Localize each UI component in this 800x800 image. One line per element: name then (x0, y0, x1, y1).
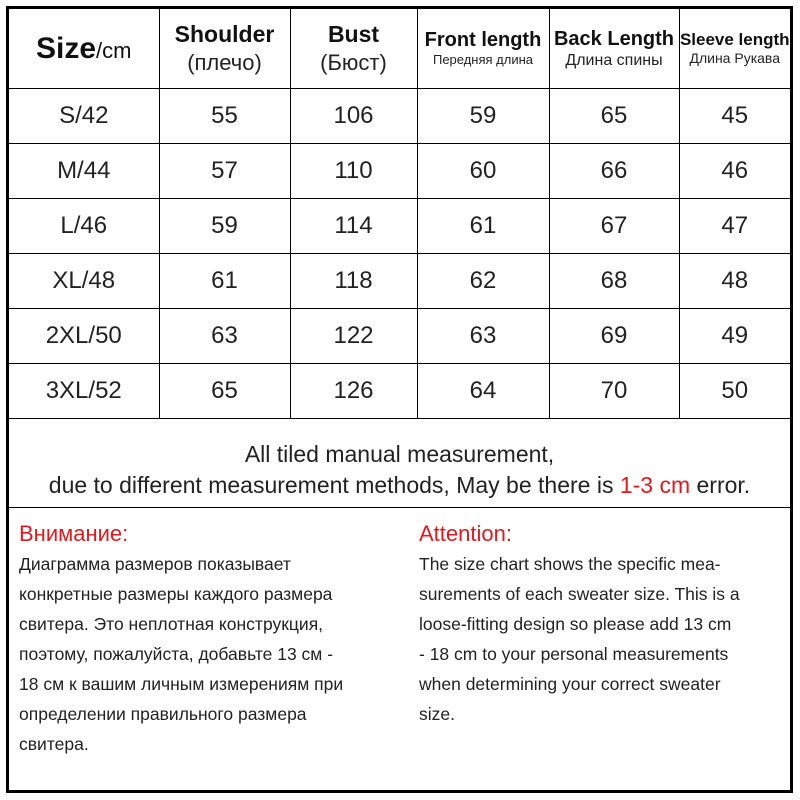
shoulder-cell: 65 (159, 364, 290, 419)
table-row (9, 309, 790, 364)
en-line: loose-fitting design so please add 13 cm (419, 614, 732, 634)
table-row (9, 144, 790, 199)
header-bust (290, 9, 417, 89)
header-shoulder-sub: (плечо) (187, 49, 262, 75)
sleeve-length-cell: 50 (679, 364, 790, 419)
header-sleeve-length-sub: Длина Рукава (689, 49, 780, 66)
front-length-cell: 63 (417, 309, 549, 364)
measurement-note (9, 432, 790, 508)
size-unit: /cm (96, 37, 132, 63)
shoulder-cell: 55 (159, 89, 290, 144)
ru-line: свитера. Это неплотная конструкция, (19, 614, 324, 634)
note-line-2 (9, 470, 790, 501)
shoulder-cell: 57 (159, 144, 290, 199)
header-bust-main: Bust (327, 20, 380, 47)
size-cell: L/46 (9, 199, 159, 254)
note-line-1: All tiled manual measurement, (244, 441, 555, 467)
table-row (9, 364, 790, 419)
back-length-cell: 65 (549, 89, 679, 144)
ru-line: 18 см к вашим личным измерениям при (19, 674, 344, 694)
back-length-cell: 69 (549, 309, 679, 364)
header-sleeve-length (679, 9, 790, 89)
front-length-cell: 64 (417, 364, 549, 419)
table-row (9, 89, 790, 144)
shoulder-cell: 59 (159, 199, 290, 254)
sleeve-length-cell: 45 (679, 89, 790, 144)
en-line: The size chart shows the specific mea- (419, 554, 721, 574)
attention-title-en: Attention: (419, 521, 512, 546)
size-cell: 2XL/50 (9, 309, 159, 364)
table-header-row (9, 9, 790, 89)
ru-line: определении правильного размера (19, 704, 307, 724)
note-line-2-prefix: due to different measurement methods, May be there is (48, 472, 620, 498)
back-length-cell: 70 (549, 364, 679, 419)
size-label: Size (36, 31, 97, 65)
table-row (9, 254, 790, 309)
header-bust-sub: (Бюст) (320, 49, 387, 75)
back-length-cell: 67 (549, 199, 679, 254)
front-length-cell: 62 (417, 254, 549, 309)
bust-cell: 126 (290, 364, 417, 419)
size-table (9, 9, 790, 419)
en-line: - 18 cm to your personal measurements (419, 644, 729, 664)
header-sleeve-length-main: Sleeve length (679, 29, 790, 49)
sleeve-length-cell: 48 (679, 254, 790, 309)
header-back-length-main: Back Length (553, 27, 675, 50)
back-length-cell: 66 (549, 144, 679, 199)
front-length-cell: 60 (417, 144, 549, 199)
size-cell: M/44 (9, 144, 159, 199)
table-row (9, 199, 790, 254)
header-shoulder-main: Shoulder (174, 20, 275, 47)
bust-cell: 122 (290, 309, 417, 364)
ru-line: поэтому, пожалуйста, добавьте 13 см - (19, 644, 334, 664)
en-line: when determining your correct sweater (419, 674, 721, 694)
ru-line: конкретные размеры каждого размера (19, 584, 333, 604)
en-line: surements of each sweater size. This is a (419, 584, 740, 604)
en-line: size. (419, 704, 455, 724)
size-cell: XL/48 (9, 254, 159, 309)
header-front-length-main: Front length (424, 29, 542, 52)
shoulder-cell: 63 (159, 309, 290, 364)
front-length-cell: 59 (417, 89, 549, 144)
sleeve-length-cell: 49 (679, 309, 790, 364)
back-length-cell: 68 (549, 254, 679, 309)
attention-english (419, 521, 789, 729)
size-cell: 3XL/52 (9, 364, 159, 419)
header-front-length-sub: Передняя длина (432, 52, 534, 68)
shoulder-cell: 61 (159, 254, 290, 309)
header-back-length (549, 9, 679, 89)
attention-title-ru: Внимание: (19, 521, 129, 546)
bust-cell: 118 (290, 254, 417, 309)
header-size (9, 9, 159, 89)
header-front-length (417, 9, 549, 89)
bust-cell: 110 (290, 144, 417, 199)
size-cell: S/42 (9, 89, 159, 144)
bust-cell: 114 (290, 199, 417, 254)
header-back-length-sub: Длина спины (565, 51, 663, 69)
sleeve-length-cell: 47 (679, 199, 790, 254)
sleeve-length-cell: 46 (679, 144, 790, 199)
size-chart (6, 6, 793, 793)
ru-line: Диаграмма размеров показывает (19, 554, 291, 574)
ru-line: свитера. (19, 734, 89, 754)
attention-russian (19, 521, 404, 759)
bust-cell: 106 (290, 89, 417, 144)
error-range-highlight: 1-3 cm (619, 472, 691, 498)
header-shoulder (159, 9, 290, 89)
front-length-cell: 61 (417, 199, 549, 254)
note-line-2-suffix: error. (690, 472, 751, 498)
